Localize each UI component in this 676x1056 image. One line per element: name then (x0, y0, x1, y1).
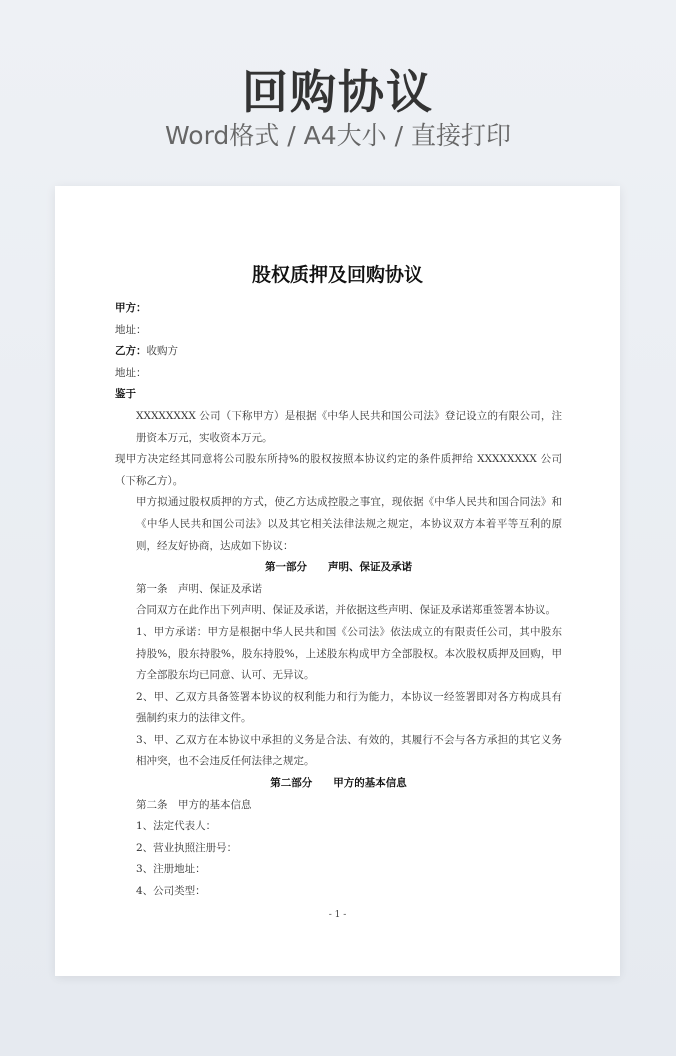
party-b-address: 地址： (115, 366, 147, 379)
banner (0, 0, 676, 180)
info-registered-address: 3、注册地址： (136, 863, 206, 876)
party-a-label: 甲方： (115, 302, 147, 314)
info-registration-number: 2、营业执照注册号： (136, 841, 238, 854)
commitment-item-2: 2、甲、乙双方具备签署本协议的权利能力和行为能力，本协议一经签署即对各方构成具有强制约束力的法律文件。 (136, 690, 562, 725)
party-b-label: 乙方： (115, 345, 147, 358)
document-title: 股权质押及回购协议 (251, 264, 423, 286)
article-one-title: 第一条 声明、保证及承诺 (136, 582, 262, 595)
party-b-line (115, 341, 562, 363)
part-one-title: 第一部分 声明、保证及承诺 (265, 561, 412, 574)
page-number: - 1 - (328, 910, 347, 920)
part-two-title: 第二部分 甲方的基本信息 (270, 777, 407, 790)
article-one-intro: 合同双方在此作出下列声明、保证及承诺，并依据这些声明、保证及承诺郑重签署本协议。 (136, 604, 556, 617)
paragraph-company-info: XXXXXXXX 公司（下称甲方）是根据《中华人民共和国公司法》登记设立的有限公司，注册资本万元，实收资本万元。 (136, 409, 562, 444)
document-page (55, 186, 620, 976)
party-a-address: 地址： (115, 323, 147, 336)
paragraph-legal-basis: 甲方拟通过股权质押的方式，使乙方达成控股之事宜，现依据《中华人民共和国合同法》和《中华人民共和国公司法》以及其它相关法律法规之规定，本协议双方本着平等互利的原则，经友好协商，达成如下协议： (136, 496, 562, 552)
info-company-type: 4、公司类型： (136, 885, 206, 898)
banner-title: 回购协议 (242, 65, 434, 119)
whereas-heading: 鉴于 (115, 388, 136, 401)
banner-subtitle: Word格式 / A4大小 / 直接打印 (165, 121, 511, 150)
article-two-title: 第二条 甲方的基本信息 (136, 798, 252, 811)
commitment-item-3: 3、甲、乙双方在本协议中承担的义务是合法、有效的，其履行不会与各方承担的其它义务相冲突，也不会违反任何法律之规定。 (136, 733, 562, 768)
commitment-item-1: 1、甲方承诺：甲方是根据中华人民共和国《公司法》依法成立的有限责任公司，其中股东持股%，股东持股%，股东持股%，上述股东构成甲方全部股权。本次股权质押及回购，甲方全部股东均已同意、认可、无异议。 (136, 625, 562, 682)
document-body (115, 298, 562, 903)
info-legal-representative: 1、法定代表人： (136, 820, 217, 833)
paragraph-pledge-decision: 现甲方决定经其同意将公司股东所持%的股权按照本协议约定的条件质押给 XXXXXXXX 公司（下称乙方）。 (115, 453, 562, 487)
party-b-value: 收购方 (146, 345, 178, 358)
